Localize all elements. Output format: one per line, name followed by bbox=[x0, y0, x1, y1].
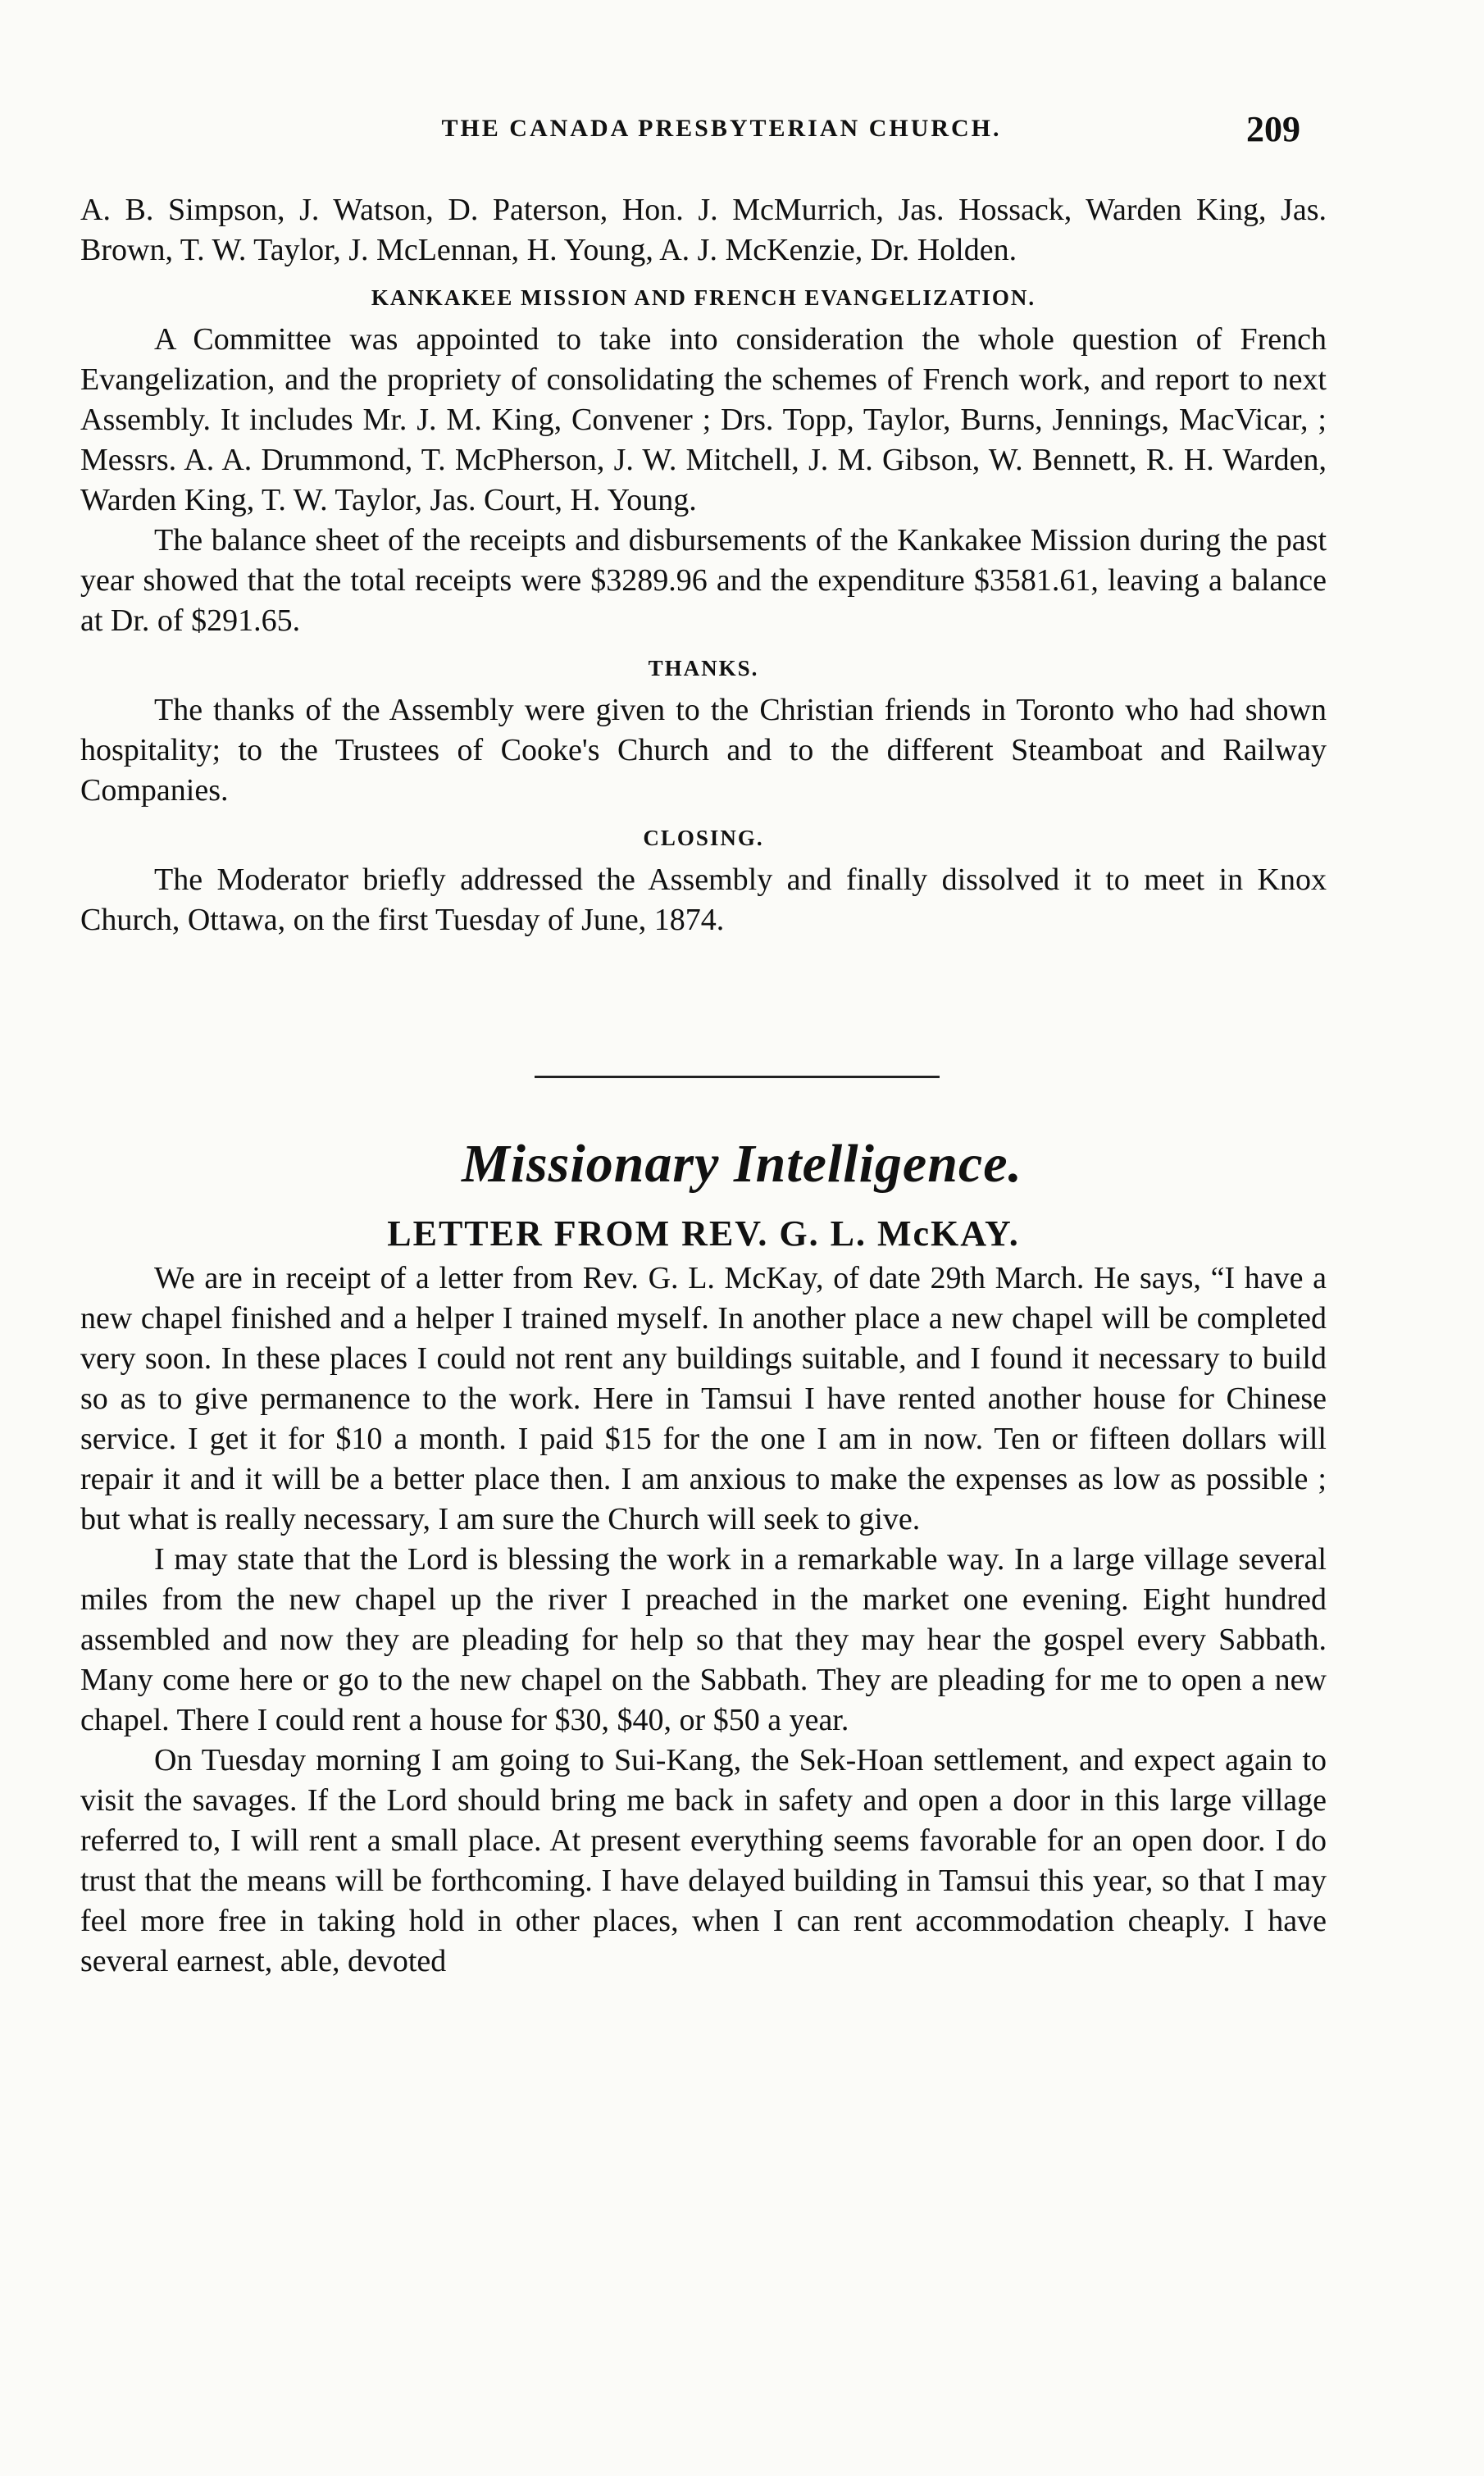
letter-paragraph: On Tuesday morning I am going to Sui-Kang, the Sek-Hoan settlement, and expect again to visit the savages. If the Lord should bring me back in safety and open a door in this large village referred to, I will rent a small place. At present everything seems favorable for an open door. I do trust that the means will be forthcoming. I have delayed building in Tamsui this year, so that I may feel more free in taking hold in other places, when I can rent accommodation cheaply. I have several earnest, able, devoted bbox=[80, 1743, 1327, 1978]
letter-column bbox=[80, 1213, 1327, 1982]
section-heading-closing: CLOSING. bbox=[643, 826, 764, 850]
committee-names-continuation: A. B. Simpson, J. Watson, D. Paterson, Hon. J. McMurrich, Jas. Hossack, Warden King, Jas. Brown, T. W. Taylor, J. McLennan, H. Young, A. J. McKenzie, Dr. Holden. bbox=[80, 193, 1327, 267]
section-heading-kankakee: KANKAKEE MISSION AND FRENCH EVANGELIZATION. bbox=[371, 285, 1036, 310]
page-number: 209 bbox=[1246, 109, 1300, 149]
running-title: THE CANADA PRESBYTERIAN CHURCH. bbox=[441, 115, 1002, 142]
department-title: Missionary Intelligence. bbox=[461, 1134, 1023, 1194]
paragraph-french-evangelization: A Committee was appointed to take into consideration the whole question of French Evangelization, and the propriety of consolidating the schemes of French work, and report to next Assembly. It includes Mr. J. M. King, Convener ; Drs. Topp, Taylor, Burns, Jennings, MacVicar, ; Messrs. A. A. Drummond, T. McPherson, J. W. Mitchell, J. M. Gibson, W. Bennett, R. H. Warden, Warden King, T. W. Taylor, Jas. Court, H. Young. bbox=[80, 322, 1327, 517]
letter-title: LETTER FROM REV. G. L. McKAY. bbox=[387, 1213, 1020, 1254]
top-column bbox=[80, 190, 1327, 940]
section-heading-thanks: THANKS. bbox=[648, 656, 759, 680]
paragraph-balance-sheet: The balance sheet of the receipts and disbursements of the Kankakee Mission during the past year showed that the total receipts were $3289.96 and the expenditure $3581.61, leaving a balance at Dr. of $291.65. bbox=[80, 523, 1327, 638]
letter-paragraph: We are in receipt of a letter from Rev. G. L. McKay, of date 29th March. He says, “I have a new chapel finished and a helper I trained myself. In another place a new chapel will be completed very soon. In these places I could not rent any buildings suitable, and I found it necessary to build so as to give permanence to the work. Here in Tamsui I have rented another house for Chinese service. I get it for $10 a month. I paid $15 for the one I am in now. Ten or fifteen dollars will repair it and it will be a better place then. I am anxious to make the expenses as low as possible ; but what is really necessary, I am sure the Church will seek to give. bbox=[80, 1261, 1327, 1536]
section-divider-rule bbox=[535, 1076, 940, 1078]
letter-paragraph: I may state that the Lord is blessing the work in a remarkable way. In a large village several miles from the new chapel up the river I preached in the market one evening. Eight hundred assembled and now they are pleading for help so that they may hear the gospel every Sabbath. Many come here or go to the new chapel on the Sabbath. They are pleading for me to open a new chapel. There I could rent a house for $30, $40, or $50 a year. bbox=[80, 1542, 1327, 1737]
paragraph-thanks: The thanks of the Assembly were given to the Christian friends in Toronto who had shown hospitality; to the Trustees of Cooke's Church and to the different Steamboat and Railway Companies. bbox=[80, 693, 1327, 808]
paragraph-closing: The Moderator briefly addressed the Assembly and finally dissolved it to meet in Knox Church, Ottawa, on the first Tuesday of June, 1874. bbox=[80, 863, 1327, 937]
running-head bbox=[0, 109, 1484, 164]
